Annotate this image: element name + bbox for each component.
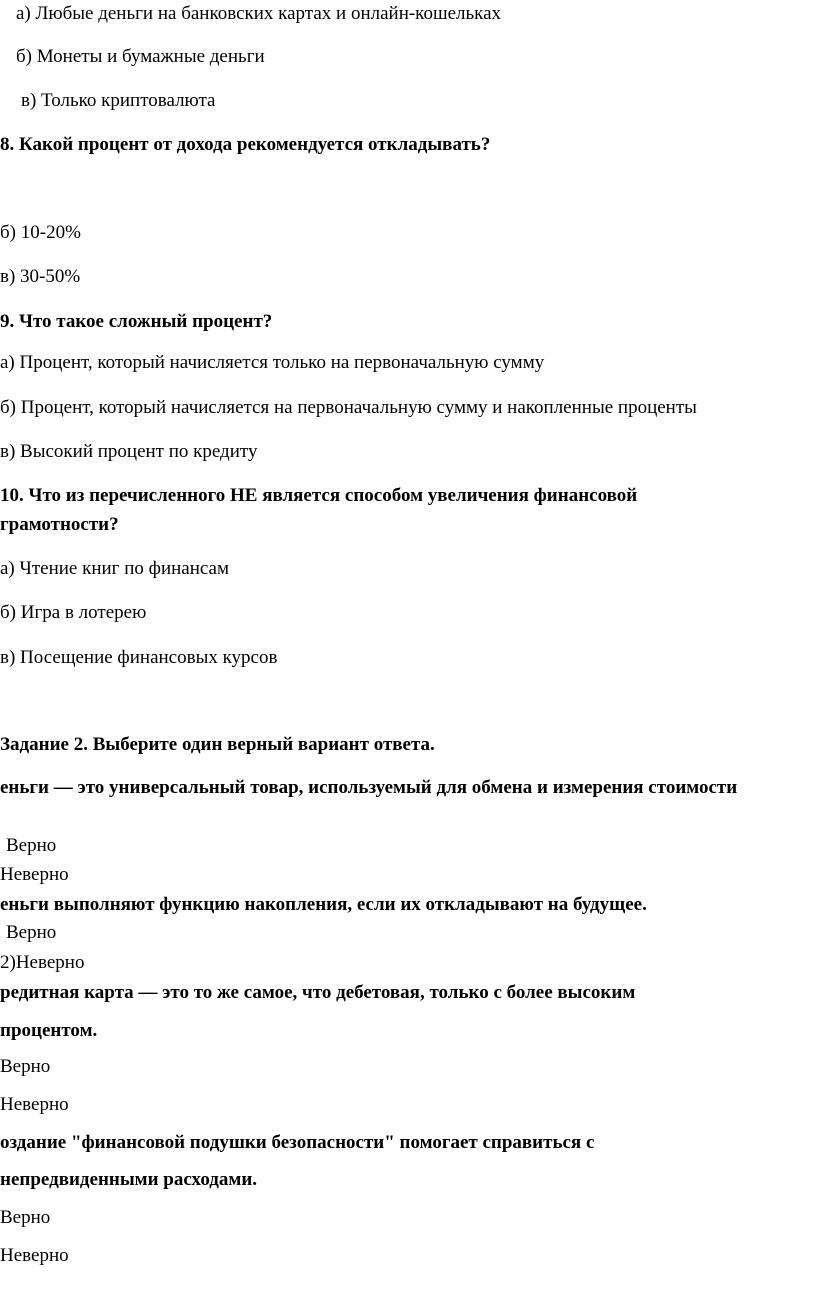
q9-option-b: б) Процент, который начисляется на первоначальную сумму и накопленные проценты [0,397,697,418]
q10-option-c: в) Посещение финансовых курсов [0,647,278,668]
statement-3-option-1: Верно [0,1056,51,1077]
statement-4-option-2: Неверно [0,1245,69,1266]
statement-3-option-2: Неверно [0,1094,69,1115]
statement-2: еньги выполняют функцию накопления, если их откладывают на будущее. [0,894,647,915]
statement-3-line-2: процентом. [0,1020,98,1041]
statement-4-line-1: оздание "финансовой подушки безопасности" помогает справиться с [0,1132,595,1153]
q8-option-c: в) 30-50% [0,266,81,287]
q9-option-a: а) Процент, который начисляется только на первоначальную сумму [0,352,545,373]
statement-4-line-2: непредвиденными расходами. [0,1169,258,1190]
q10-option-a: а) Чтение книг по финансам [0,558,230,579]
q8-title: 8. Какой процент от дохода рекомендуется откладывать? [0,134,491,155]
task2-title: Задание 2. Выберите один верный вариант ответа. [0,734,435,755]
q7-option-b: б) Монеты и бумажные деньги [16,46,265,67]
q7-option-c: в) Только криптовалюта [21,90,216,111]
q10-option-b: б) Игра в лотерею [0,602,147,623]
q10-title: 10. Что из перечисленного НЕ является способом увеличения финансовой грамотности? [0,485,638,535]
statement-1-option-2: Неверно [0,864,69,885]
q8-option-b: б) 10-20% [0,222,81,243]
statement-4-option-1: Верно [0,1207,51,1228]
statement-1-option-1: Верно [6,835,57,856]
statement-1: еньги — это универсальный товар, используемый для обмена и измерения стоимости [0,777,738,798]
statement-2-option-2: 2)Неверно [0,952,85,973]
statement-3-line-1: редитная карта — это то же самое, что дебетовая, только с более высоким [0,982,636,1003]
q9-option-c: в) Высокий процент по кредиту [0,441,258,462]
statement-2-option-1: Верно [6,922,57,943]
q9-title: 9. Что такое сложный процент? [0,311,273,332]
q7-option-a: а) Любые деньги на банковских картах и онлайн-кошельках [16,3,502,24]
